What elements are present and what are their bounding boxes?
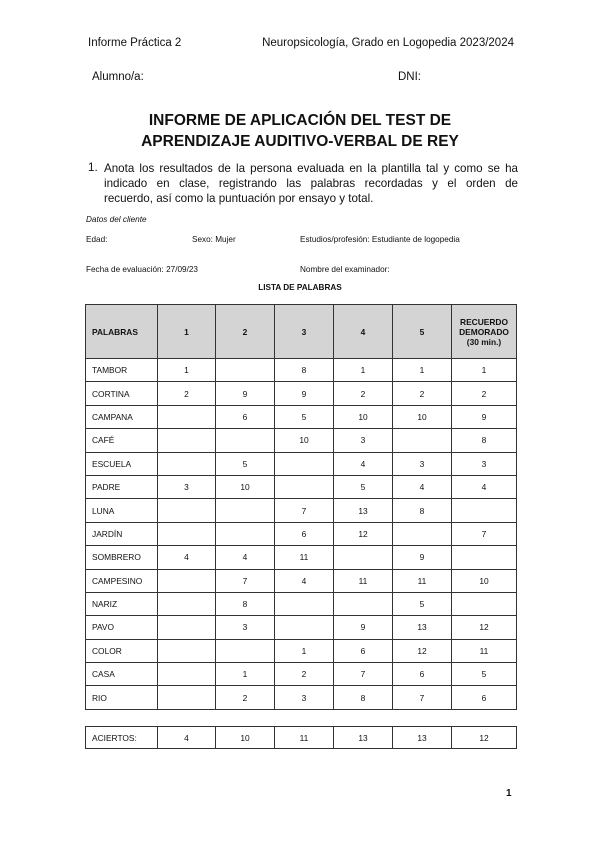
order-cell: 5	[275, 405, 334, 428]
order-cell	[275, 616, 334, 639]
totals-cell: 12	[452, 727, 517, 749]
word-cell: JARDÍN	[86, 522, 158, 545]
order-cell: 11	[393, 569, 452, 592]
order-cell: 10	[334, 405, 393, 428]
order-cell: 7	[452, 522, 517, 545]
client-section-label: Datos del cliente	[86, 215, 147, 224]
order-cell	[158, 686, 216, 709]
word-list-caption: LISTA DE PALABRAS	[258, 283, 342, 292]
table-row	[86, 546, 517, 569]
order-cell: 9	[275, 382, 334, 405]
order-cell	[216, 639, 275, 662]
order-cell: 3	[334, 429, 393, 452]
word-cell: CAMPANA	[86, 405, 158, 428]
order-cell	[158, 452, 216, 475]
table-header-row	[86, 305, 517, 359]
order-cell: 4	[334, 452, 393, 475]
order-cell	[158, 639, 216, 662]
order-cell	[334, 546, 393, 569]
order-cell: 6	[452, 686, 517, 709]
instruction-line3: recuerdo, así como la puntuación por ensayo y total.	[104, 192, 374, 205]
document-title-line2: APRENDIZAJE AUDITIVO-VERBAL DE REY	[141, 133, 459, 150]
order-cell: 11	[334, 569, 393, 592]
order-cell: 9	[452, 405, 517, 428]
order-cell: 8	[216, 592, 275, 615]
order-cell	[158, 616, 216, 639]
order-cell: 10	[216, 475, 275, 498]
order-cell: 8	[334, 686, 393, 709]
order-cell: 4	[216, 546, 275, 569]
order-cell	[334, 592, 393, 615]
order-cell: 7	[334, 663, 393, 686]
totals-cell: 13	[334, 727, 393, 749]
order-cell	[275, 592, 334, 615]
header-trial-2: 2	[216, 305, 275, 359]
order-cell	[393, 522, 452, 545]
table-row	[86, 592, 517, 615]
header-course-right: Neuropsicología, Grado en Logopedia 2023/2024	[262, 37, 514, 49]
instruction-line1: Anota los resultados de la persona evaluada en la plantilla tal y como se ha	[104, 162, 518, 175]
totals-label: ACIERTOS:	[86, 727, 158, 749]
order-cell: 1	[158, 359, 216, 382]
word-cell: SOMBRERO	[86, 546, 158, 569]
order-cell	[158, 569, 216, 592]
order-cell	[452, 592, 517, 615]
instruction-line2: indicado en clase, registrando las palabras recordadas y el orden de	[104, 177, 518, 190]
word-list-table	[85, 304, 517, 710]
order-cell: 13	[334, 499, 393, 522]
client-sex: Sexo: Mujer	[192, 235, 236, 244]
word-cell: LUNA	[86, 499, 158, 522]
client-studies: Estudios/profesión: Estudiante de logopedia	[300, 235, 460, 244]
order-cell: 4	[452, 475, 517, 498]
table-row	[86, 639, 517, 662]
client-age: Edad:	[86, 235, 108, 244]
header-delayed-recall	[452, 305, 517, 359]
word-cell: RIO	[86, 686, 158, 709]
order-cell: 3	[275, 686, 334, 709]
word-cell: PAVO	[86, 616, 158, 639]
order-cell: 1	[334, 359, 393, 382]
totals-cell: 11	[275, 727, 334, 749]
order-cell: 9	[334, 616, 393, 639]
order-cell: 2	[393, 382, 452, 405]
order-cell	[216, 359, 275, 382]
table-row	[86, 522, 517, 545]
table-row	[86, 405, 517, 428]
order-cell: 6	[275, 522, 334, 545]
order-cell: 1	[393, 359, 452, 382]
order-cell: 2	[452, 382, 517, 405]
totals-table	[85, 726, 517, 749]
order-cell: 7	[216, 569, 275, 592]
order-cell: 8	[393, 499, 452, 522]
page-number: 1	[506, 788, 512, 799]
totals-cell: 4	[158, 727, 216, 749]
order-cell: 6	[216, 405, 275, 428]
order-cell	[452, 499, 517, 522]
order-cell: 2	[158, 382, 216, 405]
order-cell: 11	[275, 546, 334, 569]
header-trial-1: 1	[158, 305, 216, 359]
header-course-left: Informe Práctica 2	[88, 37, 182, 49]
order-cell: 3	[393, 452, 452, 475]
word-cell: NARIZ	[86, 592, 158, 615]
word-cell: PADRE	[86, 475, 158, 498]
order-cell: 9	[393, 546, 452, 569]
order-cell: 3	[216, 616, 275, 639]
table-row	[86, 663, 517, 686]
evaluation-date: Fecha de evaluación: 27/09/23	[86, 265, 198, 274]
order-cell: 13	[393, 616, 452, 639]
order-cell	[216, 522, 275, 545]
table-row	[86, 616, 517, 639]
order-cell: 4	[275, 569, 334, 592]
order-cell: 5	[216, 452, 275, 475]
order-cell	[158, 522, 216, 545]
order-cell: 3	[158, 475, 216, 498]
order-cell	[216, 499, 275, 522]
order-cell: 12	[452, 616, 517, 639]
instruction-number: 1.	[88, 161, 98, 174]
table-row	[86, 382, 517, 405]
examiner-name-label: Nombre del examinador:	[300, 265, 390, 274]
order-cell	[393, 429, 452, 452]
order-cell: 2	[334, 382, 393, 405]
totals-cell: 10	[216, 727, 275, 749]
table-row	[86, 429, 517, 452]
order-cell: 5	[452, 663, 517, 686]
table-row	[86, 686, 517, 709]
order-cell	[158, 499, 216, 522]
order-cell: 10	[275, 429, 334, 452]
student-dni-label: DNI:	[398, 71, 421, 83]
order-cell	[158, 592, 216, 615]
order-cell: 2	[275, 663, 334, 686]
header-trial-5: 5	[393, 305, 452, 359]
order-cell: 1	[452, 359, 517, 382]
header-recall-line3: (30 min.)	[466, 336, 502, 347]
table-row	[86, 499, 517, 522]
word-cell: CORTINA	[86, 382, 158, 405]
order-cell	[452, 546, 517, 569]
word-cell: COLOR	[86, 639, 158, 662]
order-cell	[275, 475, 334, 498]
header-trial-4: 4	[334, 305, 393, 359]
word-cell: CASA	[86, 663, 158, 686]
order-cell: 7	[393, 686, 452, 709]
order-cell	[158, 405, 216, 428]
order-cell: 6	[334, 639, 393, 662]
order-cell: 10	[452, 569, 517, 592]
order-cell: 2	[216, 686, 275, 709]
order-cell: 6	[393, 663, 452, 686]
order-cell: 9	[216, 382, 275, 405]
order-cell	[216, 429, 275, 452]
order-cell: 1	[275, 639, 334, 662]
order-cell: 10	[393, 405, 452, 428]
order-cell: 5	[393, 592, 452, 615]
student-name-label: Alumno/a:	[92, 71, 144, 83]
table-row	[86, 359, 517, 382]
word-cell: ESCUELA	[86, 452, 158, 475]
totals-cell: 13	[393, 727, 452, 749]
order-cell: 3	[452, 452, 517, 475]
header-trial-3: 3	[275, 305, 334, 359]
header-recall-line1: RECUERDO	[460, 316, 508, 327]
order-cell: 4	[158, 546, 216, 569]
order-cell: 1	[216, 663, 275, 686]
table-row	[86, 569, 517, 592]
header-recall-line2: DEMORADO	[459, 326, 509, 337]
totals-row	[86, 727, 517, 749]
word-cell: CAMPESINO	[86, 569, 158, 592]
word-cell: TAMBOR	[86, 359, 158, 382]
word-list-body	[86, 359, 517, 710]
order-cell: 4	[393, 475, 452, 498]
table-row	[86, 452, 517, 475]
order-cell: 7	[275, 499, 334, 522]
order-cell	[275, 452, 334, 475]
order-cell	[158, 663, 216, 686]
order-cell: 11	[452, 639, 517, 662]
word-cell: CAFÉ	[86, 429, 158, 452]
order-cell: 8	[275, 359, 334, 382]
document-title-line1: INFORME DE APLICACIÓN DEL TEST DE	[148, 112, 452, 129]
order-cell: 12	[334, 522, 393, 545]
order-cell: 5	[334, 475, 393, 498]
table-row	[86, 475, 517, 498]
order-cell: 12	[393, 639, 452, 662]
order-cell	[158, 429, 216, 452]
header-palabras: PALABRAS	[86, 305, 158, 359]
order-cell: 8	[452, 429, 517, 452]
